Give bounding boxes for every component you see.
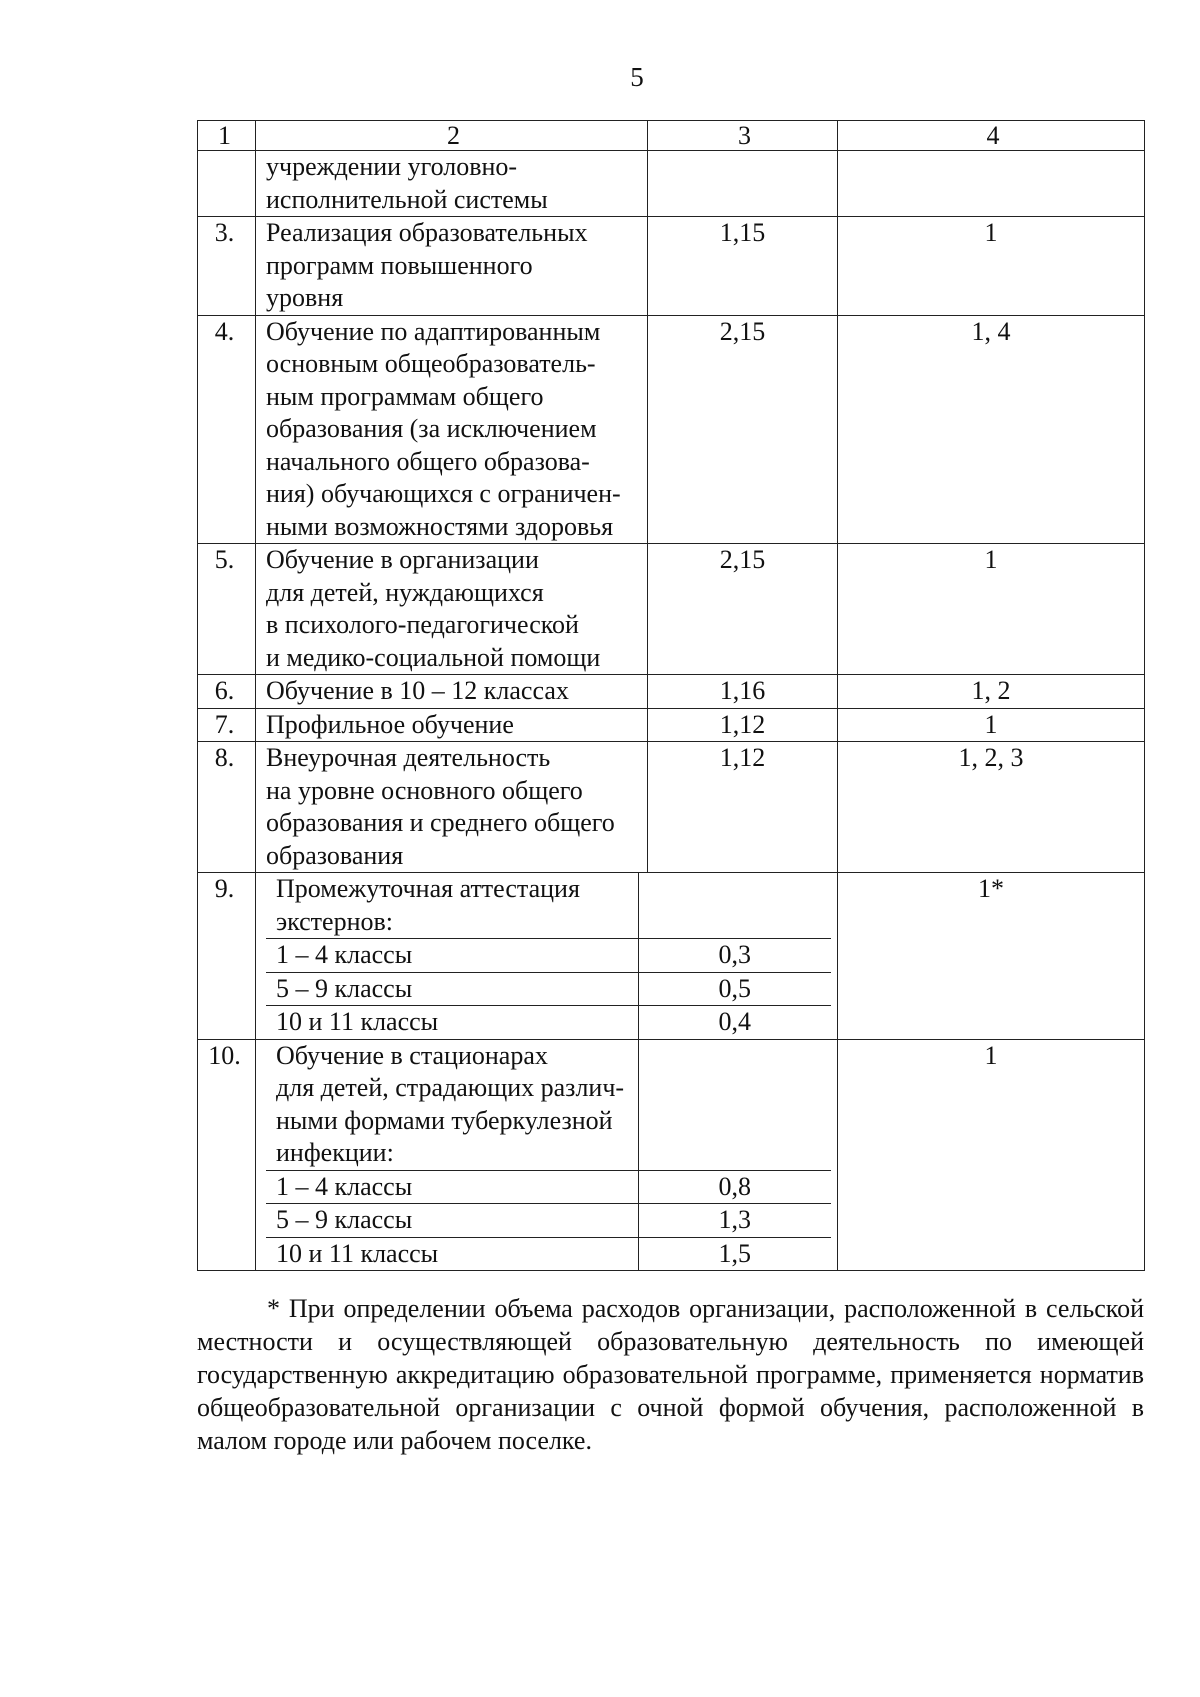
description-line: исполнительной системы <box>266 184 548 214</box>
group-title-coefficient <box>638 873 831 939</box>
description-line: и медико-социальной помощи <box>266 642 601 672</box>
coefficients-table <box>197 120 1145 1271</box>
table-row <box>198 675 1145 709</box>
description-line: образования и среднего общего <box>266 808 615 837</box>
table-row <box>198 742 1145 873</box>
subrows-table <box>266 1040 831 1271</box>
subrow <box>266 1237 831 1270</box>
row-coefficient: 2,15 <box>648 315 838 544</box>
description-line: для детей, страдающих различ- <box>276 1073 625 1102</box>
header-cell-3: 3 <box>648 121 838 151</box>
row-coefficient: 1,12 <box>648 708 838 742</box>
subrow <box>266 1006 831 1039</box>
subrow <box>266 972 831 1006</box>
row-group-cells <box>256 873 838 1040</box>
subrow-label: 10 и 11 классы <box>276 1238 439 1268</box>
description-line: основным общеобразователь- <box>266 349 596 378</box>
row-number: 8. <box>198 742 256 873</box>
subrow-coefficient: 1,5 <box>638 1237 831 1270</box>
description-line: экстернов: <box>276 906 393 936</box>
description-line: Внеурочная деятельность <box>266 743 551 772</box>
row-number: 6. <box>198 675 256 709</box>
description-line: образования <box>266 840 404 870</box>
description-line: в психолого-педагогической <box>266 610 579 639</box>
header-cell-1: 1 <box>198 121 256 151</box>
table-row-group <box>198 873 1145 1040</box>
subrow-coefficient: 1,3 <box>638 1204 831 1238</box>
description-line: Реализация образовательных <box>266 218 588 247</box>
description-line: начального общего образова- <box>266 446 590 476</box>
subrow <box>266 939 831 973</box>
row-coefficient: 2,15 <box>648 544 838 675</box>
table-row <box>198 708 1145 742</box>
group-title <box>266 873 638 939</box>
row-description <box>256 675 648 709</box>
description-line: ными формами туберкулезной <box>276 1105 613 1135</box>
row-description <box>256 151 648 217</box>
description-line: Профильное обучение <box>266 709 514 739</box>
row-coefficient: 1,16 <box>648 675 838 709</box>
description-line: инфекции: <box>276 1138 394 1167</box>
row-coefficient <box>648 151 838 217</box>
row-number: 9. <box>198 873 256 1040</box>
subrow-label: 1 – 4 классы <box>266 1170 638 1204</box>
row-description <box>256 708 648 742</box>
description-line: программ повышенного <box>266 250 533 280</box>
row-coefficient: 1,15 <box>648 217 838 316</box>
page-number: 5 <box>630 62 644 92</box>
row-note: 1, 4 <box>838 315 1145 544</box>
description-line: учреждении уголовно- <box>266 152 518 181</box>
row-number: 7. <box>198 708 256 742</box>
row-note <box>838 151 1145 217</box>
table-row <box>198 217 1145 316</box>
table-row <box>198 544 1145 675</box>
row-number: 3. <box>198 217 256 316</box>
subrow-label: 5 – 9 классы <box>266 1204 638 1238</box>
subrow <box>266 1204 831 1238</box>
group-title-coefficient <box>638 1040 831 1171</box>
row-group-cells <box>256 1039 838 1271</box>
subrow-coefficient: 0,4 <box>638 1006 831 1039</box>
header-cell-4: 4 <box>838 121 1145 151</box>
subrow-coefficient: 0,8 <box>638 1170 831 1204</box>
description-line: Обучение в организации <box>266 545 539 574</box>
description-line: для детей, нуждающихся <box>266 577 544 607</box>
row-note: 1, 2 <box>838 675 1145 709</box>
row-number: 10. <box>198 1039 256 1271</box>
description-line: Обучение в 10 – 12 классах <box>266 676 569 705</box>
table-header-row <box>198 121 1145 151</box>
row-number <box>198 151 256 217</box>
group-title <box>266 1040 638 1171</box>
row-note: 1, 2, 3 <box>838 742 1145 873</box>
header-cell-2: 2 <box>256 121 648 151</box>
description-line: Обучение по адаптированным <box>266 316 601 346</box>
subrow-label: 1 – 4 классы <box>266 939 638 973</box>
description-line: уровня <box>266 283 344 312</box>
table-row <box>198 151 1145 217</box>
description-line: ния) обучающихся с ограничен- <box>266 479 621 508</box>
subrow <box>266 1170 831 1204</box>
row-coefficient: 1,12 <box>648 742 838 873</box>
group-title-row <box>266 873 831 939</box>
row-note: 1* <box>838 873 1145 1040</box>
row-description <box>256 544 648 675</box>
row-note: 1 <box>838 708 1145 742</box>
footnote: * При определении объема расходов организации, расположенной в сельской местности и осуществляющей образовательную деятельность по имеющей государственную аккредитацию образовательной программе, применяется норматив общеобразовательной организации с очной формой обучения, расположенной в малом городе или рабочем поселке. <box>197 1294 1144 1455</box>
table-row <box>198 315 1145 544</box>
description-line: ными возможностями здоровья <box>266 511 614 541</box>
subrow-coefficient: 0,3 <box>638 939 831 973</box>
description-line: на уровне основного общего <box>266 775 583 805</box>
description-line: Промежуточная аттестация <box>276 874 580 903</box>
subrows-table <box>266 873 831 1039</box>
description-line: Обучение в стационарах <box>276 1040 548 1070</box>
table-row-group <box>198 1039 1145 1271</box>
subrow-label: 5 – 9 классы <box>266 972 638 1006</box>
description-line: образования (за исключением <box>266 414 597 443</box>
row-note: 1 <box>838 217 1145 316</box>
subrow-coefficient: 0,5 <box>638 972 831 1006</box>
group-title-row <box>266 1040 831 1171</box>
row-number: 4. <box>198 315 256 544</box>
subrow-label: 10 и 11 классы <box>276 1007 439 1036</box>
row-number: 5. <box>198 544 256 675</box>
row-description <box>256 742 648 873</box>
row-description <box>256 315 648 544</box>
row-note: 1 <box>838 544 1145 675</box>
row-note: 1 <box>838 1039 1145 1271</box>
row-description <box>256 217 648 316</box>
description-line: ным программам общего <box>266 381 544 411</box>
